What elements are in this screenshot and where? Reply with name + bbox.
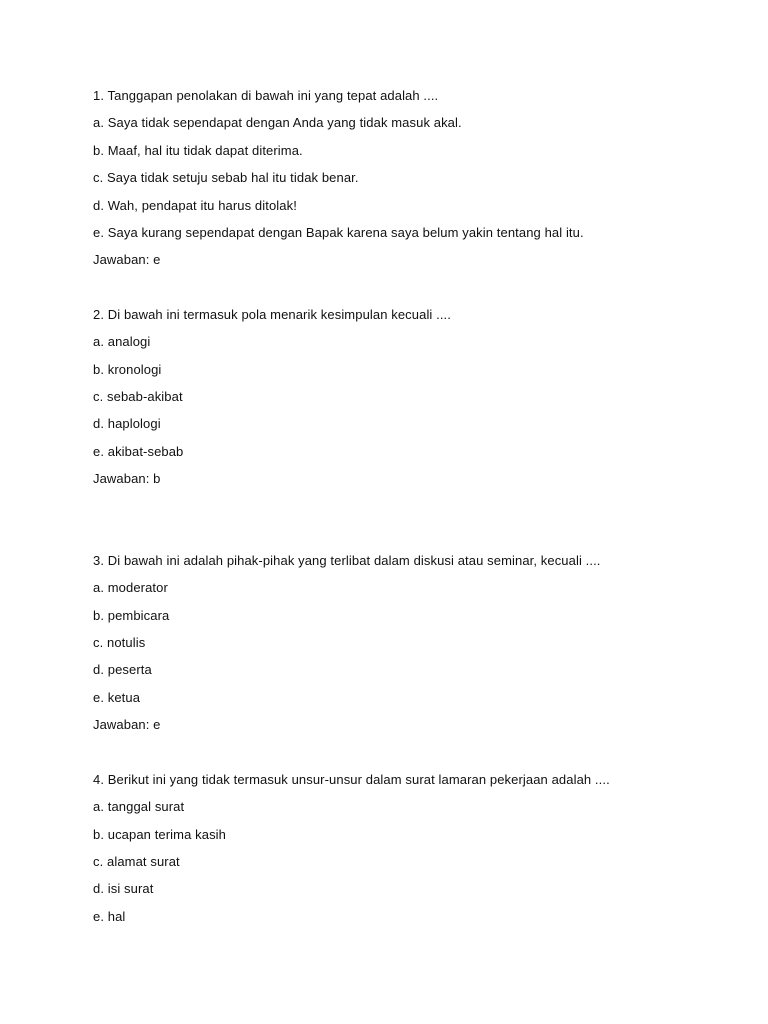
question-1-answer: Jawaban: e bbox=[93, 252, 161, 267]
question-2-text: 2. Di bawah ini termasuk pola menarik kesimpulan kecuali .... bbox=[93, 307, 451, 322]
question-4-option-a: a. tanggal surat bbox=[93, 799, 185, 814]
question-2-option-d: d. haplologi bbox=[93, 416, 161, 431]
question-2-option-a: a. analogi bbox=[93, 334, 151, 349]
question-3-option-e: e. ketua bbox=[93, 690, 141, 705]
question-1-option-c: c. Saya tidak setuju sebab hal itu tidak benar. bbox=[93, 170, 359, 185]
question-4-option-e: e. hal bbox=[93, 909, 126, 924]
question-3-answer: Jawaban: e bbox=[93, 717, 161, 732]
question-2-option-c: c. sebab-akibat bbox=[93, 389, 183, 404]
question-3-option-d: d. peserta bbox=[93, 662, 152, 677]
question-2-answer: Jawaban: b bbox=[93, 471, 161, 486]
question-1-option-b: b. Maaf, hal itu tidak dapat diterima. bbox=[93, 143, 303, 158]
question-2-option-b: b. kronologi bbox=[93, 362, 162, 377]
question-3-option-b: b. pembicara bbox=[93, 608, 170, 623]
question-4-option-b: b. ucapan terima kasih bbox=[93, 827, 226, 842]
question-4-option-d: d. isi surat bbox=[93, 881, 154, 896]
question-1-option-e: e. Saya kurang sependapat dengan Bapak karena saya belum yakin tentang hal itu. bbox=[93, 225, 584, 240]
question-3-option-c: c. notulis bbox=[93, 635, 146, 650]
question-1-text: 1. Tanggapan penolakan di bawah ini yang tepat adalah .... bbox=[93, 88, 439, 103]
question-2-option-e: e. akibat-sebab bbox=[93, 444, 184, 459]
question-4-text: 4. Berikut ini yang tidak termasuk unsur-unsur dalam surat lamaran pekerjaan adalah .... bbox=[93, 772, 610, 787]
question-3-option-a: a. moderator bbox=[93, 580, 168, 595]
question-1-option-d: d. Wah, pendapat itu harus ditolak! bbox=[93, 198, 297, 213]
question-3-text: 3. Di bawah ini adalah pihak-pihak yang terlibat dalam diskusi atau seminar, kecuali .... bbox=[93, 553, 601, 568]
question-1-option-a: a. Saya tidak sependapat dengan Anda yang tidak masuk akal. bbox=[93, 115, 462, 130]
question-4-option-c: c. alamat surat bbox=[93, 854, 180, 869]
